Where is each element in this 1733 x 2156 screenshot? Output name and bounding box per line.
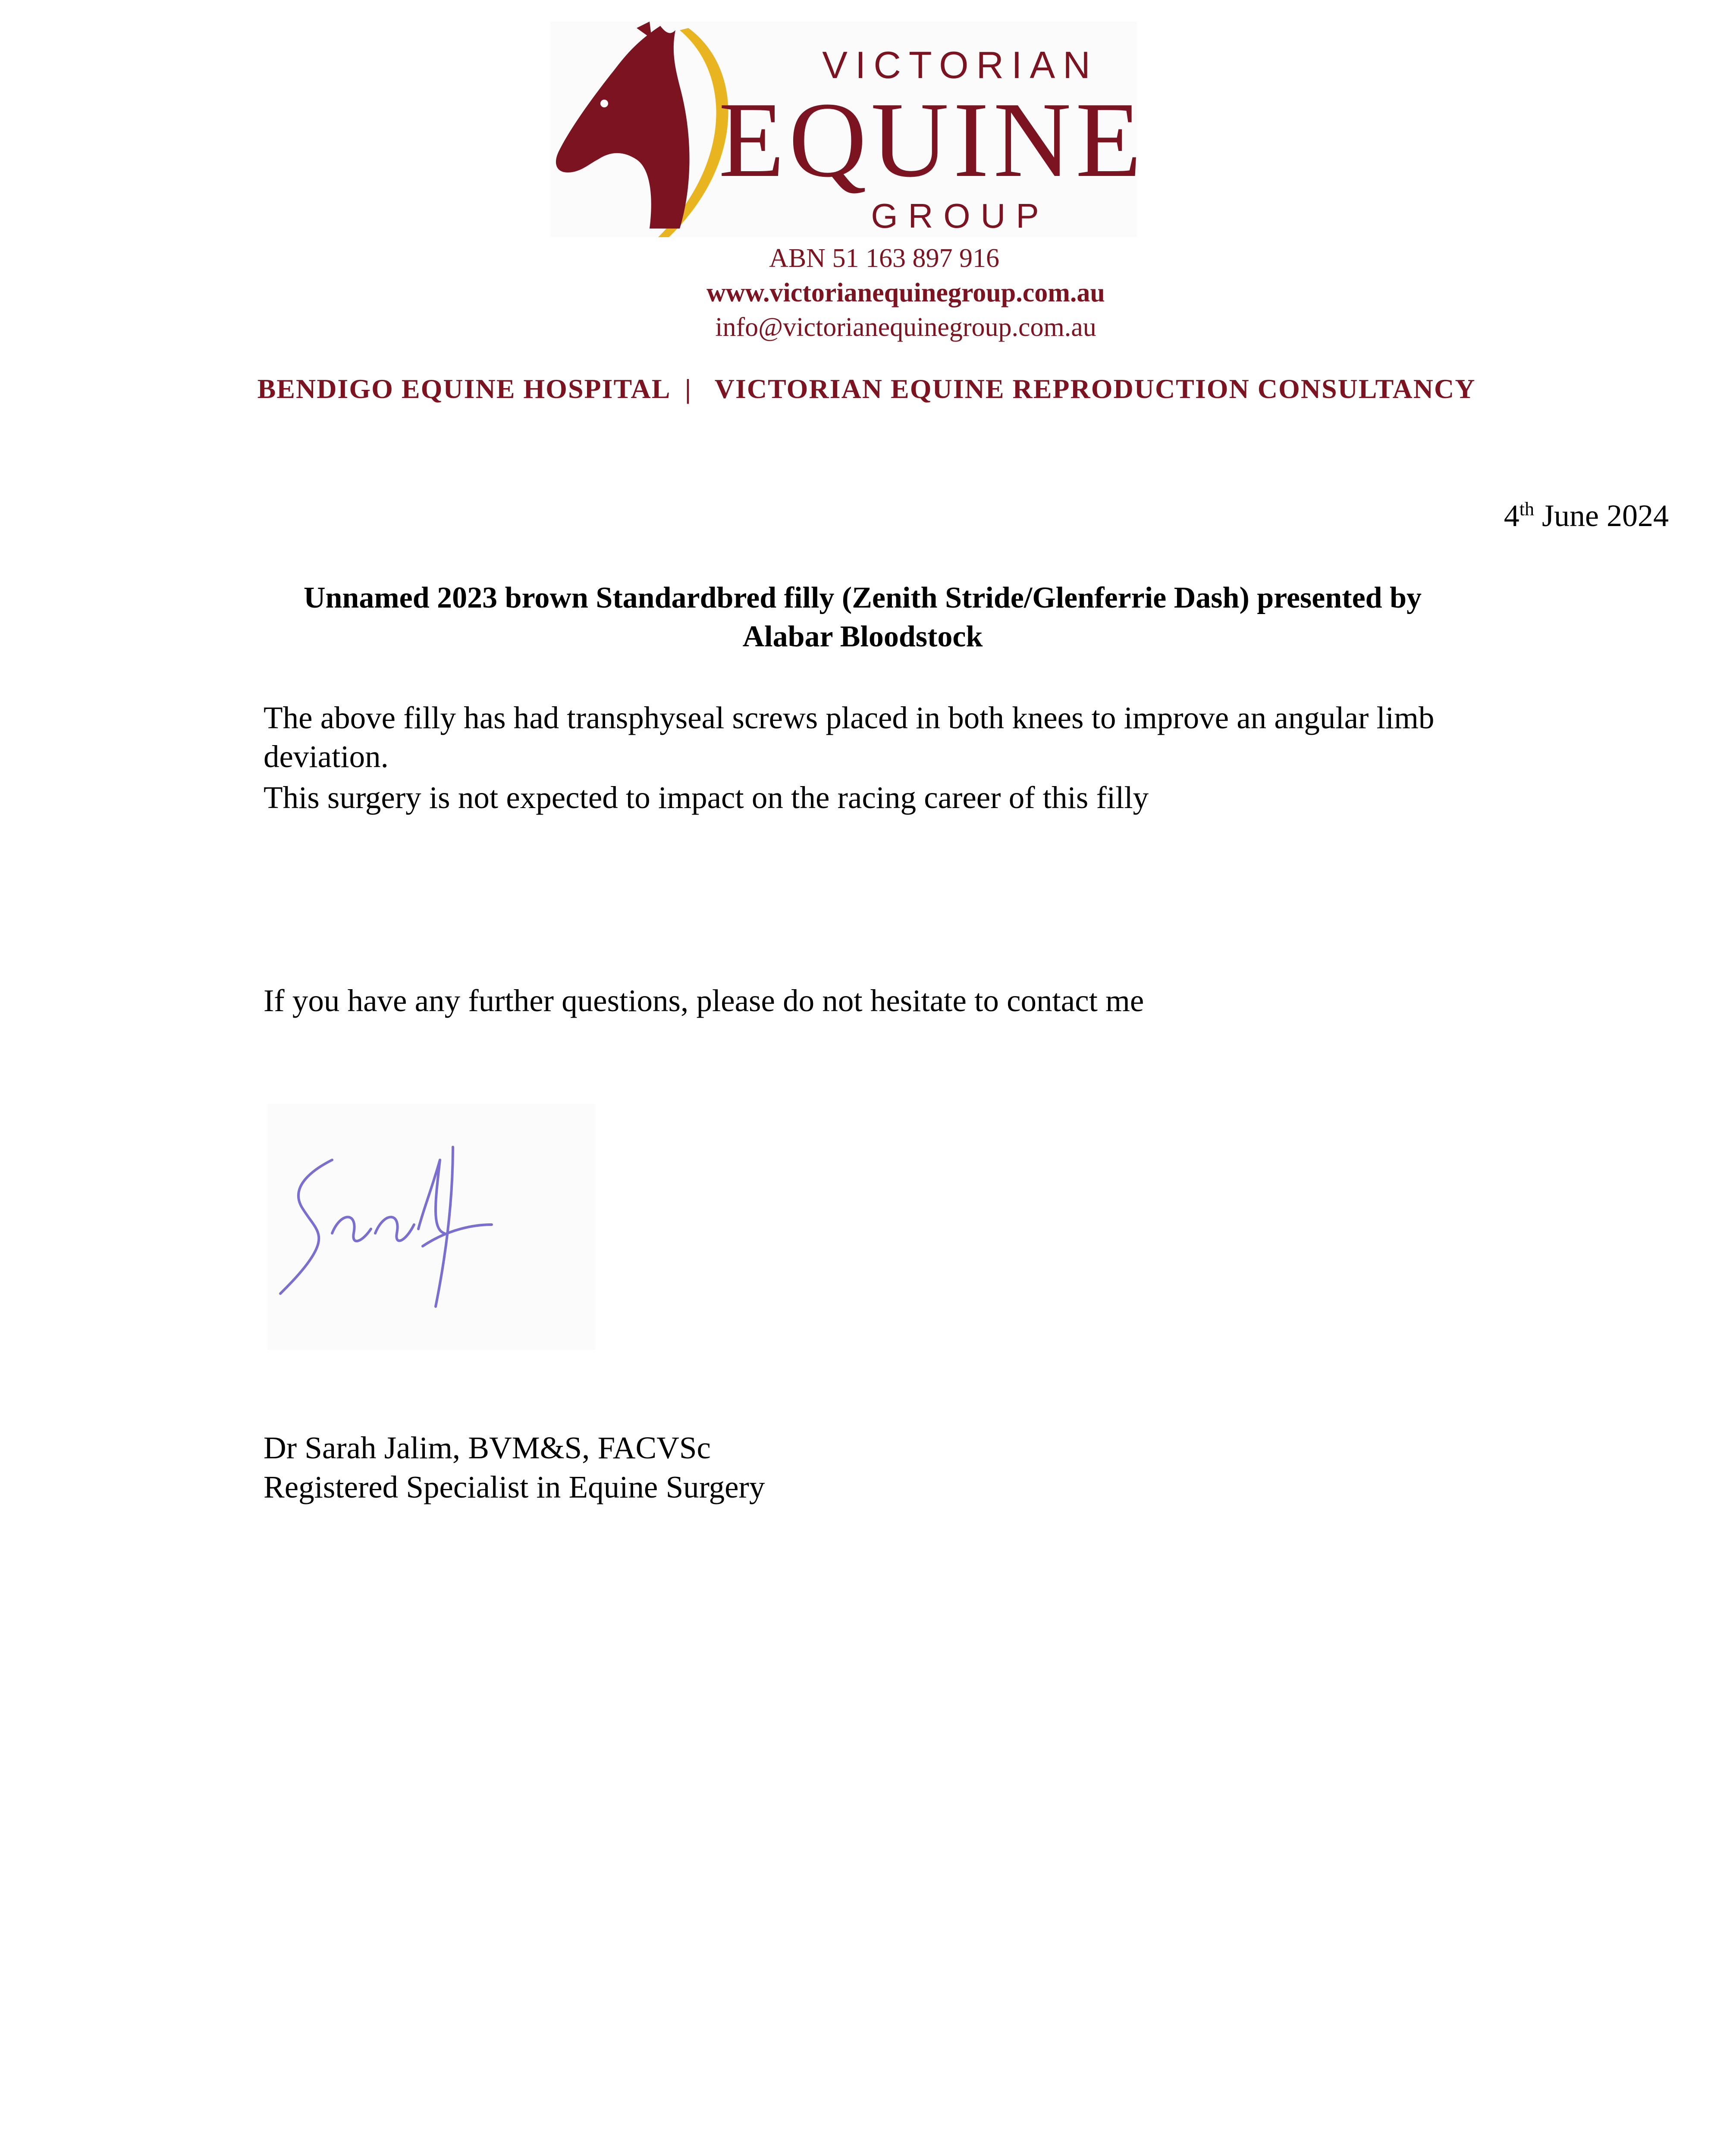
subject-line-2: Alabar Bloodstock	[742, 620, 983, 653]
date-suffix: th	[1519, 498, 1535, 520]
body-paragraph	[264, 699, 1622, 776]
logo-text-group: GROUP	[871, 197, 1049, 235]
body-statement: This surgery is not expected to impact on the racing career of this filly	[264, 780, 1149, 815]
subject-line-1: Unnamed 2023 brown Standardbred filly (Zenith Stride/Glenferrie Dash) presented by	[303, 581, 1422, 614]
closing-line: If you have any further questions, please do not hesitate to contact me	[264, 983, 1144, 1018]
date-day: 4	[1504, 498, 1520, 533]
handwritten-signature	[267, 1104, 595, 1350]
company-logo	[550, 22, 1146, 237]
signatory-title: Registered Specialist in Equine Surgery	[264, 1470, 765, 1504]
email-link[interactable]: info@victorianequinegroup.com.au	[715, 313, 1096, 342]
abn-number: ABN 51 163 897 916	[769, 244, 999, 273]
website-link[interactable]: www.victorianequinegroup.com.au	[706, 278, 1105, 307]
signature-icon	[267, 1104, 595, 1350]
letter-subject	[302, 579, 1423, 656]
letter-date	[1504, 498, 1669, 534]
date-month-year: June 2024	[1534, 498, 1669, 533]
body-line-1: The above filly has had transphyseal screws placed in both knees to improve an angular limb	[264, 700, 1435, 735]
logo-text-victorian: VICTORIAN	[822, 44, 1098, 86]
signatory-name: Dr Sarah Jalim, BVM&S, FACVSc	[264, 1430, 711, 1465]
logo-text-equine: EQUINE	[719, 80, 1146, 200]
body-line-2: deviation.	[264, 739, 389, 774]
divisions-heading: BENDIGO EQUINE HOSPITAL | VICTORIAN EQUINE REPRODUCTION CONSULTANCY	[257, 373, 1476, 404]
